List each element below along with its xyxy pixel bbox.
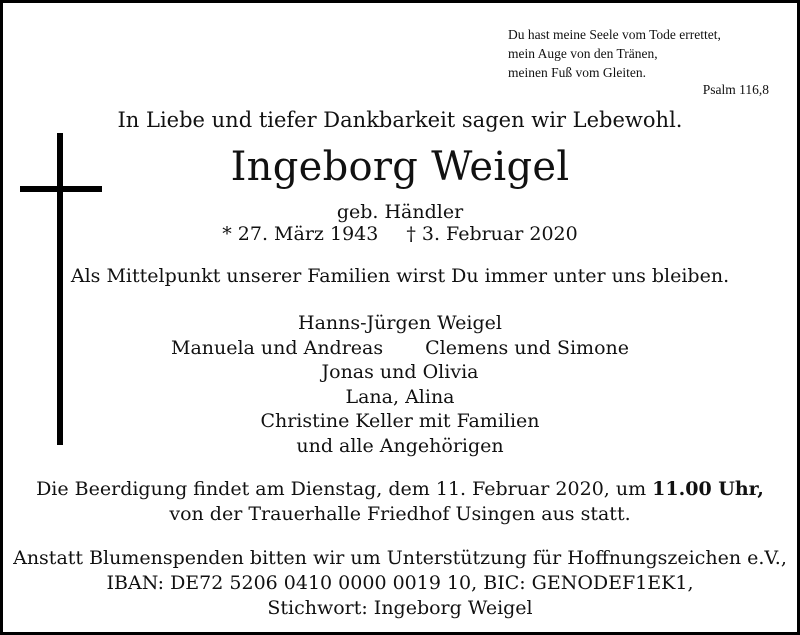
burial-location: von der Trauerhalle Friedhof Usingen aus statt. <box>169 503 631 525</box>
family-row <box>3 336 797 361</box>
psalm-line: meinen Fuß vom Gleiten. <box>508 65 646 80</box>
family-list <box>3 311 797 458</box>
burial-line <box>3 477 797 502</box>
intro-text: In Liebe und tiefer Dankbarkeit sagen wir Lebewohl. <box>117 108 683 132</box>
family-member: Hanns-Jürgen Weigel <box>298 312 502 334</box>
deceased-name: Ingeborg Weigel <box>230 144 570 190</box>
family-member: Christine Keller mit Familien <box>260 410 540 432</box>
birth-name: geb. Händler <box>336 201 464 223</box>
birth-date: * 27. März 1943 <box>222 223 379 245</box>
family-member: Clemens und Simone <box>425 336 629 359</box>
donation-bank-details: IBAN: DE72 5206 0410 0000 0019 10, BIC: GENODEF1EK1, <box>106 572 694 594</box>
donation-info <box>3 546 797 621</box>
donation-keyword: Stichwort: Ingeborg Weigel <box>267 597 533 619</box>
burial-date-text: Die Beerdigung findet am Dienstag, dem 11. Februar 2020, um <box>36 478 647 500</box>
burial-time: 11.00 Uhr, <box>652 478 764 500</box>
family-member: Manuela und Andreas <box>170 336 384 359</box>
motto-text: Als Mittelpunkt unserer Familien wirst Du immer unter uns bleiben. <box>70 265 730 287</box>
donation-request: Anstatt Blumenspenden bitten wir um Unterstützung für Hoffnungszeichen e.V., <box>13 547 787 569</box>
psalm-reference: Psalm 116,8 <box>702 82 769 97</box>
family-member: Jonas und Olivia <box>321 361 479 383</box>
psalm-quote <box>508 25 721 82</box>
psalm-line: Du hast meine Seele vom Tode errettet, <box>508 27 721 42</box>
burial-info <box>3 477 797 527</box>
family-member: Lana, Alina <box>345 385 455 408</box>
death-date: † 3. Februar 2020 <box>406 223 578 245</box>
family-member: und alle Angehörigen <box>296 434 504 457</box>
psalm-line: mein Auge von den Tränen, <box>508 46 658 61</box>
life-dates <box>3 223 797 245</box>
